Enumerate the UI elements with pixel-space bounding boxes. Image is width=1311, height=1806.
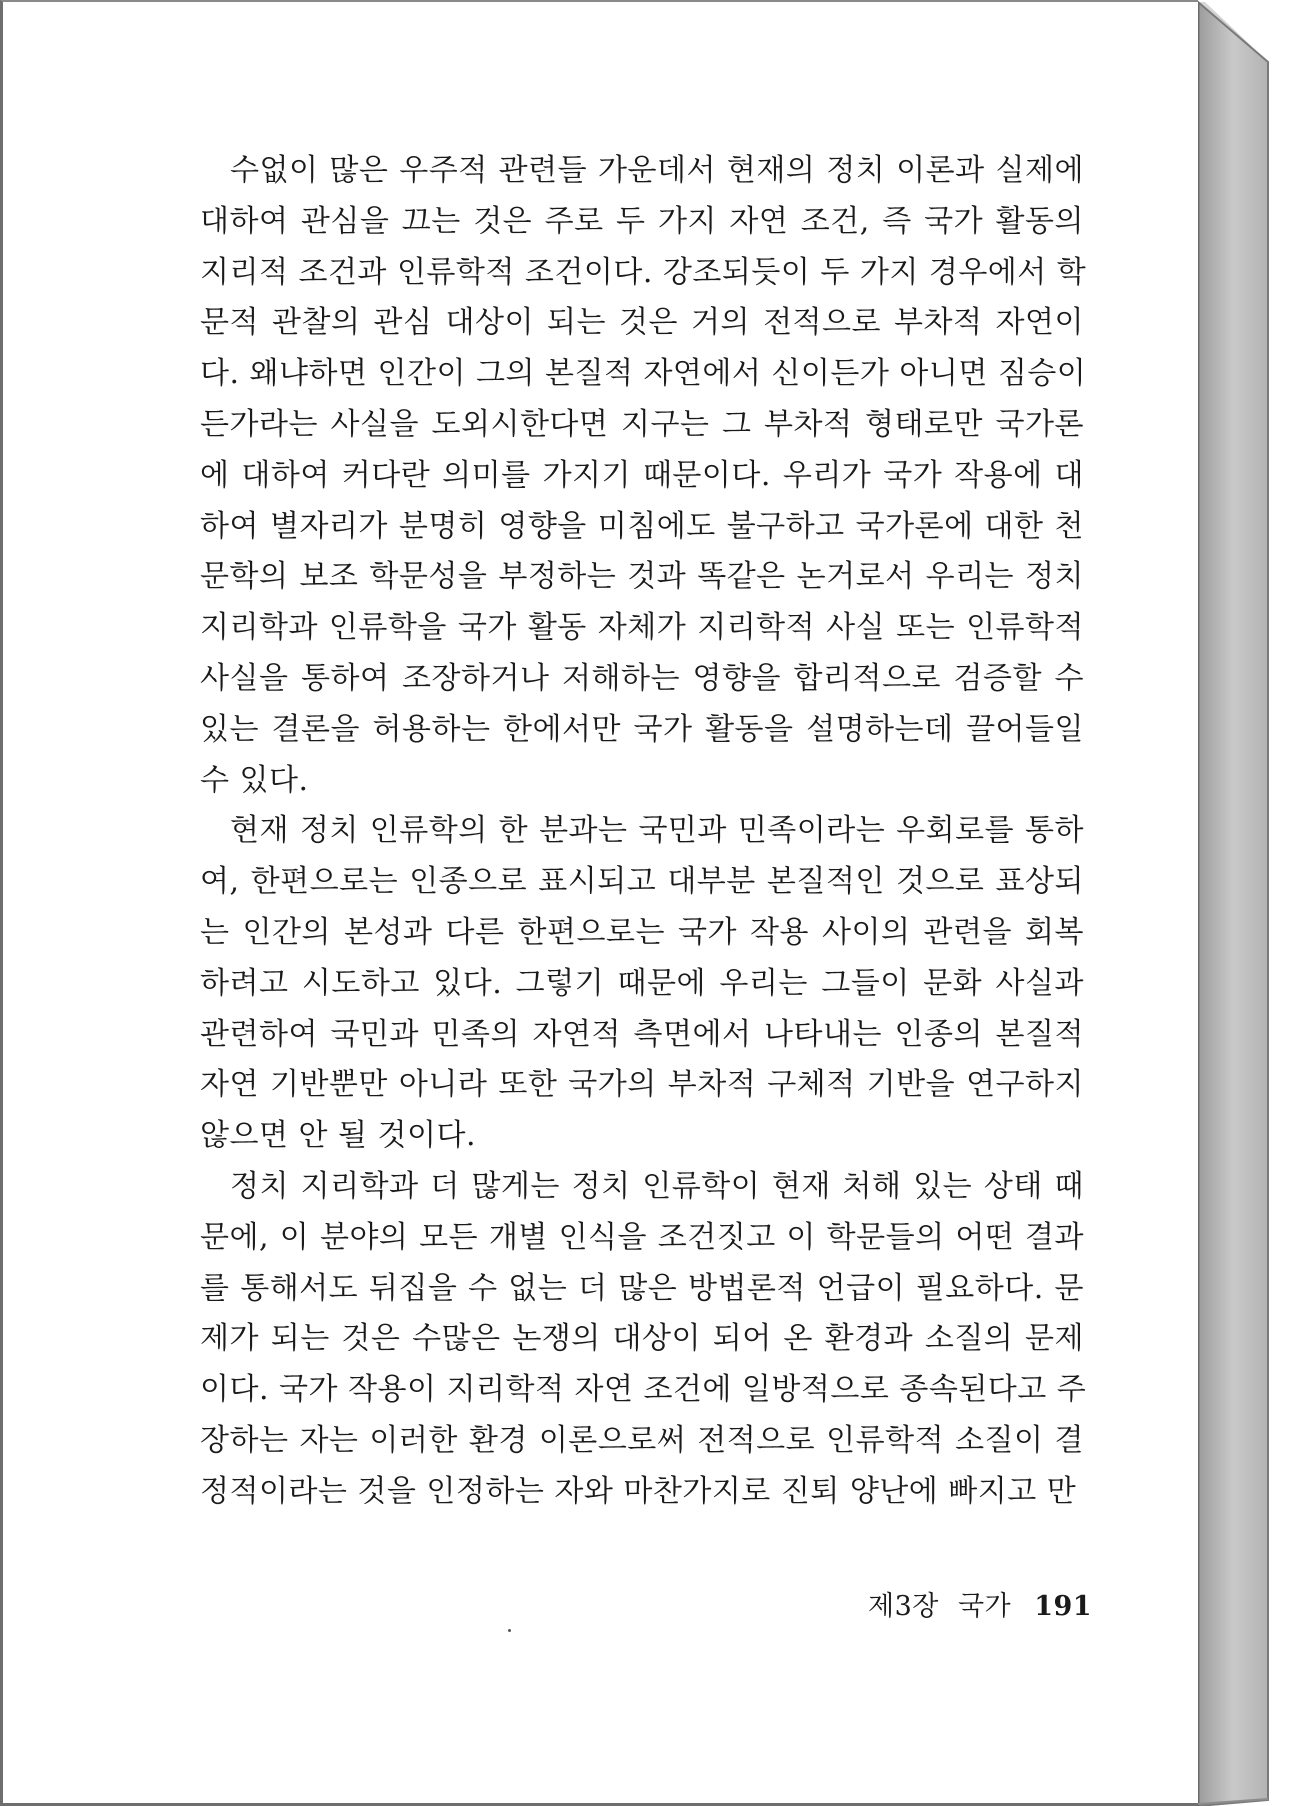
text-line: 는 인간의 본성과 다른 한편으로는 국가 작용 사이의 관련을 회복 — [200, 914, 1084, 950]
text-line: 를 통해서도 뒤집을 수 없는 더 많은 방법론적 언급이 필요하다. 문 — [200, 1270, 1084, 1306]
section-label: 국가 — [957, 1591, 1012, 1622]
page-number: 191 — [1034, 1591, 1093, 1622]
text-line: 이다. 국가 작용이 지리학적 자연 조건에 일방적으로 종속된다고 주 — [200, 1372, 1087, 1408]
text-line: 문학의 보조 학문성을 부정하는 것과 똑같은 논거로서 우리는 정치 — [200, 559, 1084, 595]
text-line: 문에, 이 분야의 모든 개별 인식을 조건짓고 이 학문들의 어떤 결과 — [200, 1219, 1084, 1255]
text-line: 현재 정치 인류학의 한 분과는 국민과 민족이라는 우회로를 통하 — [230, 813, 1084, 849]
text-line: 여, 한편으로는 인종으로 표시되고 대부분 본질적인 것으로 표상되 — [200, 864, 1084, 900]
text-line: 제가 되는 것은 수많은 논쟁의 대상이 되어 온 환경과 소질의 문제 — [200, 1321, 1084, 1357]
text-line: 대하여 관심을 끄는 것은 주로 두 가지 자연 조건, 즉 국가 활동의 — [200, 203, 1084, 239]
text-line: 수없이 많은 우주적 관련들 가운데서 현재의 정치 이론과 실제에 — [230, 153, 1084, 188]
body-text — [200, 146, 1087, 1518]
text-line: 하려고 시도하고 있다. 그렇기 때문에 우리는 그들이 문화 사실과 — [200, 965, 1084, 1001]
text-line: 다. 왜냐하면 인간이 그의 본질적 자연에서 신이든가 아니면 짐승이 — [200, 356, 1087, 392]
text-line: 않으면 안 될 것이다. — [200, 1118, 476, 1154]
scan-speck — [508, 1629, 511, 1632]
text-line: 사실을 통하여 조장하거나 저해하는 영향을 합리적으로 검증할 수 — [200, 660, 1084, 696]
text-line: 지리학과 인류학을 국가 활동 자체가 지리학적 사실 또는 인류학적 — [200, 610, 1084, 646]
text-line: 장하는 자는 이러한 환경 이론으로써 전적으로 인류학적 소질이 결 — [200, 1422, 1084, 1458]
chapter-label: 제3장 — [868, 1591, 939, 1622]
text-line: 정적이라는 것을 인정하는 자와 마찬가지로 진퇴 양난에 빠지고 만 — [200, 1473, 1077, 1509]
text-line: 지리적 조건과 인류학적 조건이다. 강조되듯이 두 가지 경우에서 학 — [200, 254, 1087, 290]
text-line: 든가라는 사실을 도외시한다면 지구는 그 부차적 형태로만 국가론 — [200, 406, 1084, 442]
page-footer — [868, 1584, 1092, 1623]
text-line: 수 있다. — [200, 762, 309, 798]
text-line: 관련하여 국민과 민족의 자연적 측면에서 나타내는 인종의 본질적 — [200, 1016, 1084, 1052]
text-line: 자연 기반뿐만 아니라 또한 국가의 부차적 구체적 기반을 연구하지 — [200, 1067, 1084, 1103]
text-line: 정치 지리학과 더 많게는 정치 인류학이 현재 처해 있는 상태 때 — [230, 1168, 1084, 1204]
text-line: 문적 관찰의 관심 대상이 되는 것은 거의 전적으로 부차적 자연이 — [200, 305, 1084, 341]
text-line: 에 대하여 커다란 의미를 가지기 때문이다. 우리가 국가 작용에 대 — [200, 457, 1084, 493]
text-line: 하여 별자리가 분명히 영향을 미침에도 불구하고 국가론에 대한 천 — [200, 508, 1084, 544]
text-line: 있는 결론을 허용하는 한에서만 국가 활동을 설명하는데 끌어들일 — [200, 711, 1084, 747]
paragraph-container — [200, 146, 1087, 1518]
